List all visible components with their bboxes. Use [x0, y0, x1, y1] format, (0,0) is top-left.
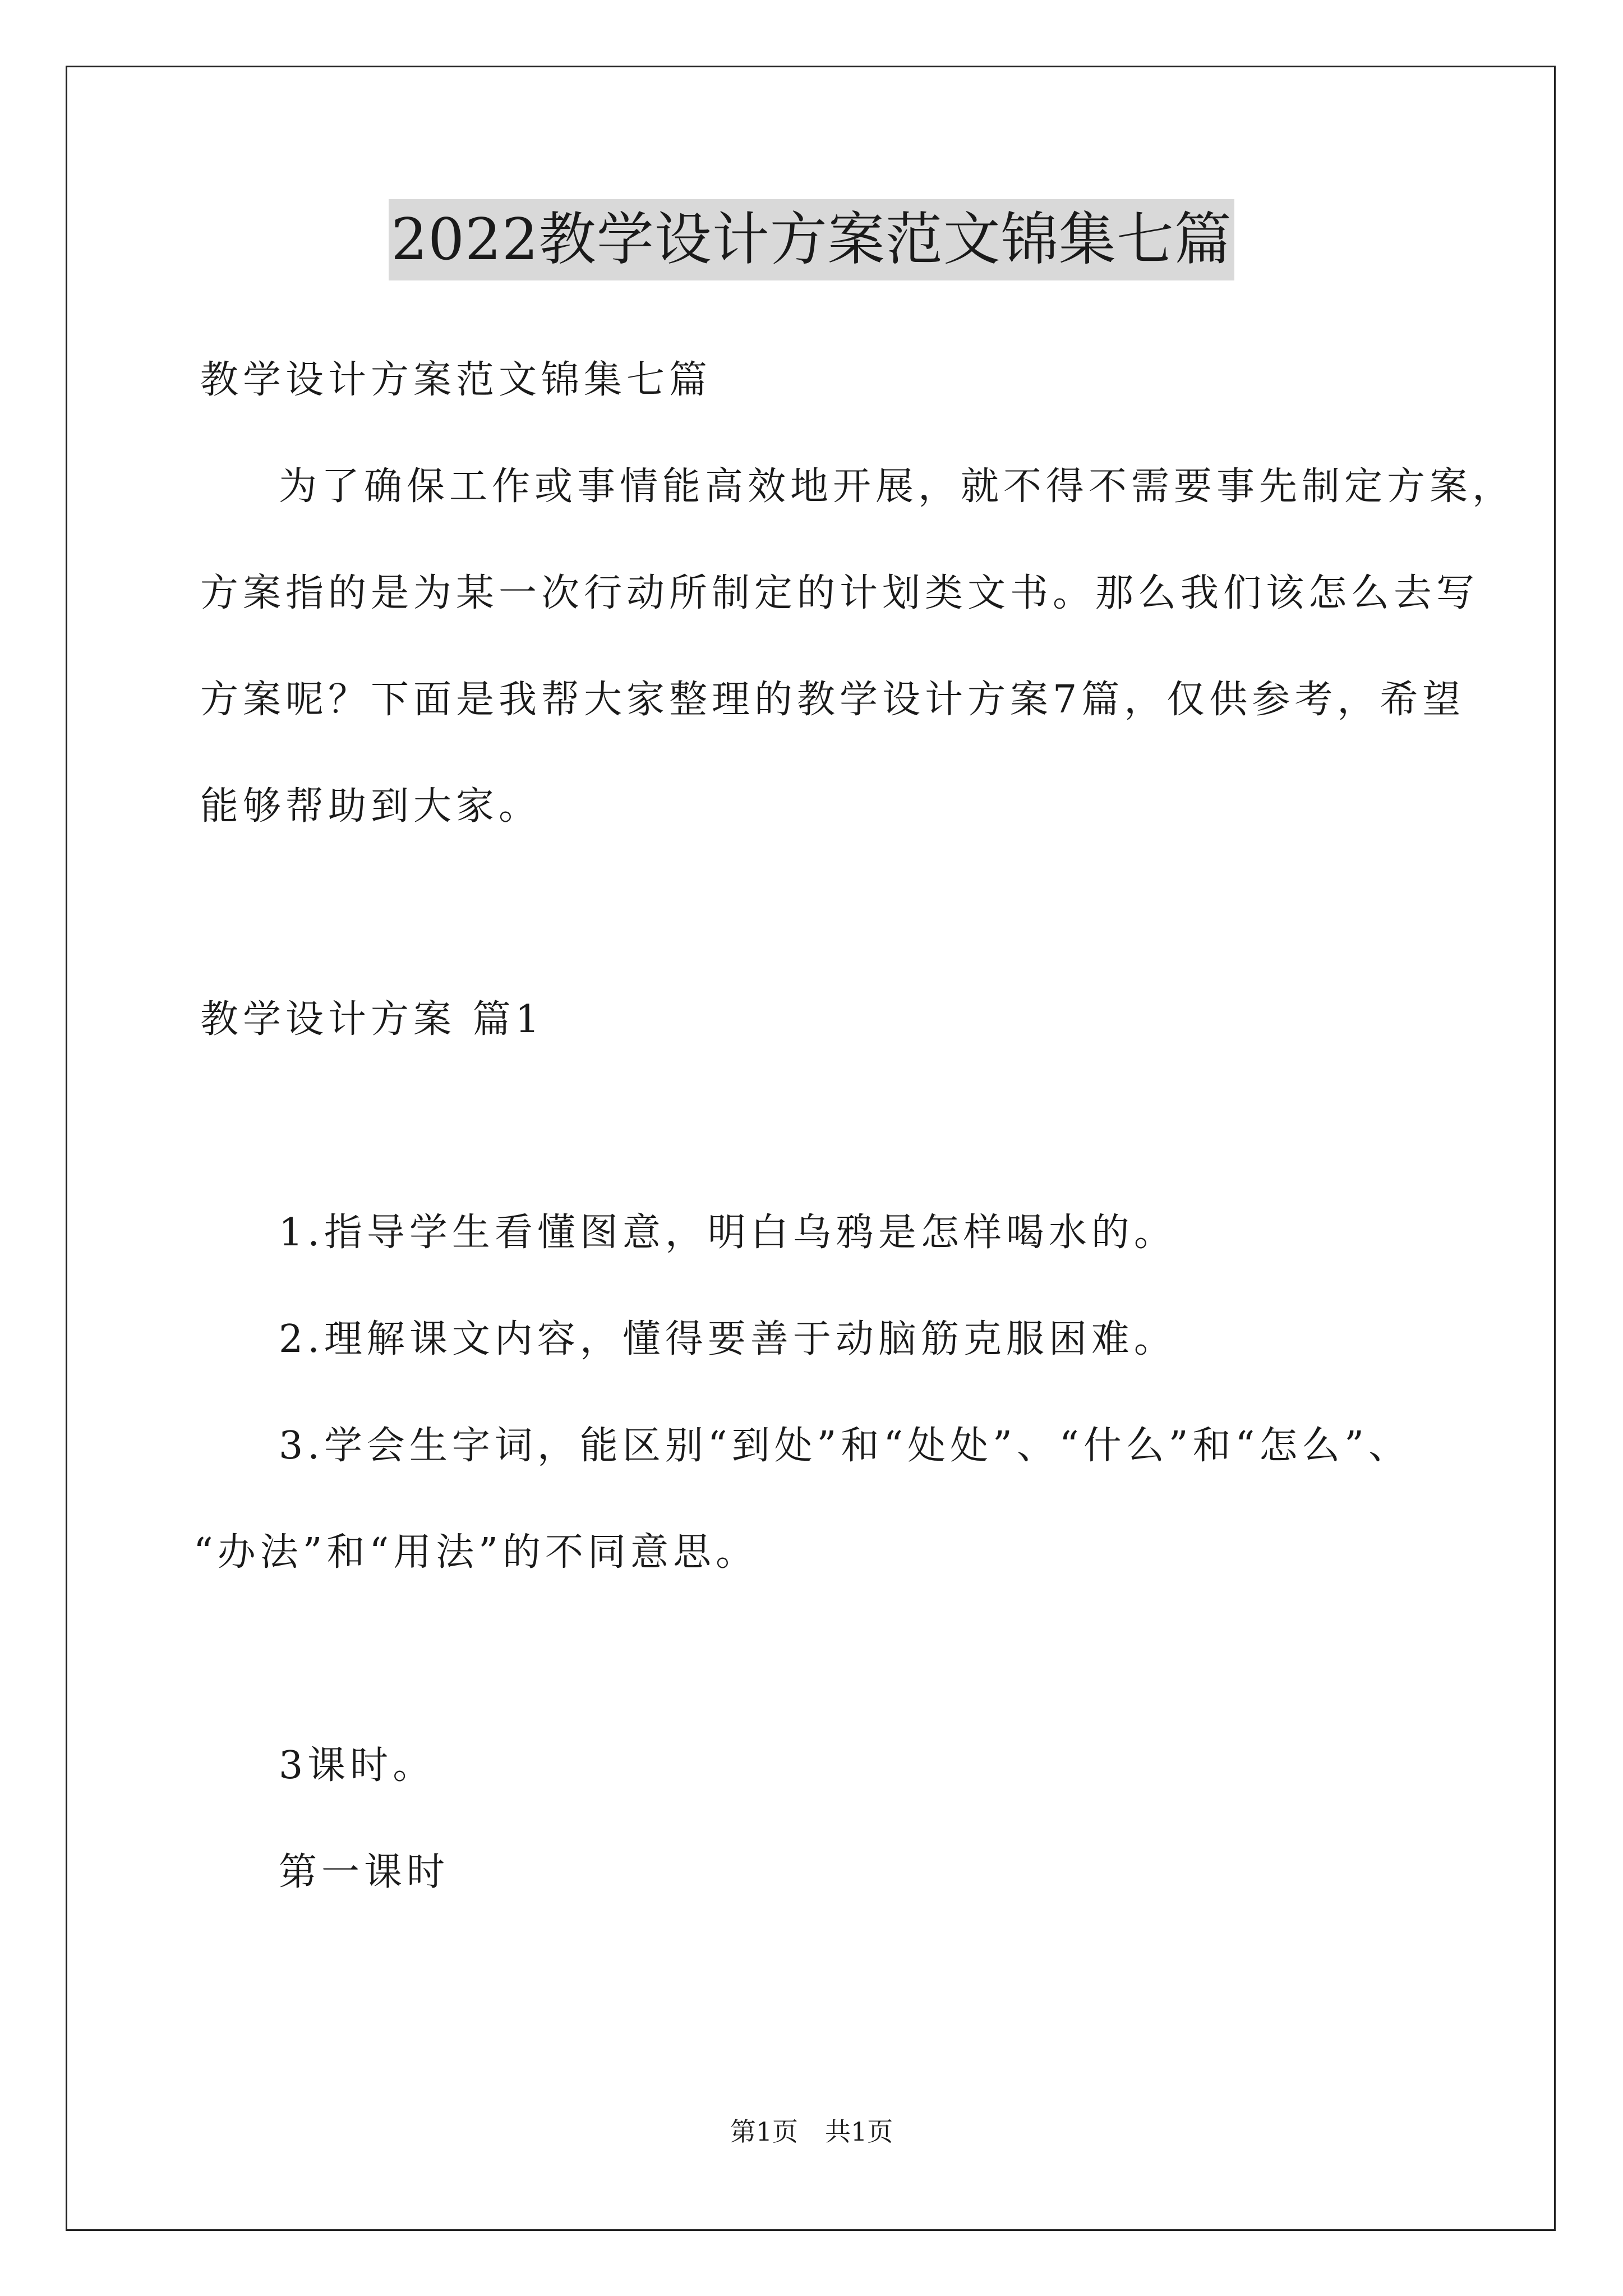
- document-subtitle: 教学设计方案范文锦集七篇: [200, 358, 712, 402]
- page-number-total: 共1页: [825, 2116, 893, 2147]
- intro-line-2: 方案指的是为某一次行动所制定的计划类文书。那么我们该怎么去写: [200, 571, 1479, 615]
- section-heading: 教学设计方案 篇1: [200, 997, 544, 1042]
- class-hours: 3课时。: [279, 1743, 436, 1788]
- intro-line-1: 为了确保工作或事情能高效地开展，就不得不需要事先制定方案，: [279, 464, 1515, 509]
- document-title: 2022教学设计方案范文锦集七篇: [389, 199, 1234, 280]
- objective-3-continued: “办法”和“用法”的不同意思。: [193, 1530, 759, 1575]
- page-number-current: 第1页: [730, 2116, 798, 2147]
- first-lesson-heading: 第一课时: [279, 1850, 450, 1894]
- objective-1: 1.指导学生看懂图意，明白乌鸦是怎样喝水的。: [279, 1211, 1177, 1255]
- objective-2: 2.理解课文内容，懂得要善于动脑筋克服困难。: [279, 1317, 1177, 1361]
- title-container: [0, 199, 1623, 280]
- page-footer: [0, 2115, 1623, 2148]
- intro-line-3: 方案呢？下面是我帮大家整理的教学设计方案7篇，仅供参考，希望: [200, 678, 1465, 722]
- intro-line-4: 能够帮助到大家。: [200, 784, 542, 829]
- objective-3: 3.学会生字词，能区别“到处”和“处处”、“什么”和“怎么”、: [279, 1424, 1411, 1468]
